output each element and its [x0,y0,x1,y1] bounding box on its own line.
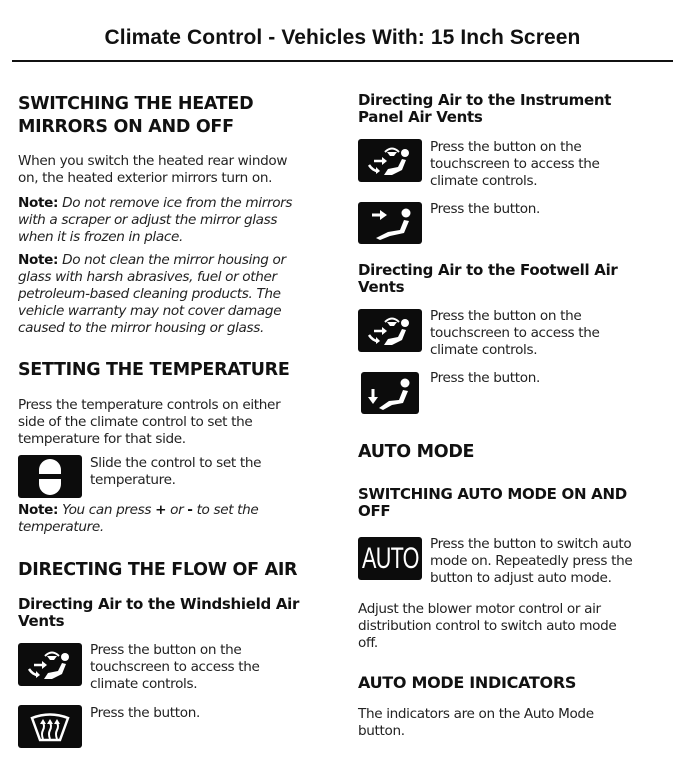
panel-vent-icon [358,202,422,244]
footwell-row1-line1: Press the button on the [430,308,582,324]
temperature-slider-icon [18,455,82,498]
airflow-heading: DIRECTING THE FLOW OF AIR [18,560,298,580]
temperature-heading: SETTING THE TEMPERATURE [18,360,290,380]
slider-text-line2: temperature. [90,472,176,488]
note-ice-line3: when it is frozen in place. [18,229,183,245]
slider-text-line1: Slide the control to set the [90,455,262,471]
page-title: Climate Control - Vehicles With: 15 Inch Screen [104,26,581,49]
windshield-row1-line3: climate controls. [90,676,198,692]
windshield-row2-line1: Press the button. [90,705,200,721]
auto-off-body-line1: Adjust the blower motor control or air [358,601,601,617]
note-cleaning-line3: petroleum-based cleaning products. The [18,286,281,302]
switching-auto-heading-line2: OFF [358,502,391,520]
temperature-note: Note: You can press + or - to set the [18,502,259,518]
temperature-body-line2: side of the climate control to set the [18,414,253,430]
auto-off-body-line3: off. [358,635,378,651]
climate-controls-icon [18,643,82,686]
note-cleaning-line2: glass with harsh abrasives, fuel or other [18,269,277,285]
instrument-row1-line1: Press the button on the [430,139,582,155]
note-ice: Note: Do not remove ice from the mirrors [18,195,293,211]
windshield-heading-line1: Directing Air to the Windshield Air [18,595,300,613]
note-ice-line2: with a scraper or adjust the mirror glass [18,212,278,228]
climate-controls-icon [358,139,422,182]
heated-mirrors-heading-line1: SWITCHING THE HEATED [18,94,254,114]
temperature-note-line2: temperature. [18,519,104,535]
auto-row-line3: button to adjust auto mode. [430,570,612,586]
footwell-row2-line1: Press the button. [430,370,540,386]
note-label: Note: [18,252,59,268]
footwell-row1-line2: touchscreen to access the [430,325,600,341]
footwell-vent-icon [361,372,419,414]
switching-auto-heading-line1: SWITCHING AUTO MODE ON AND [358,485,627,503]
auto-indicators-line2: button. [358,723,405,739]
heated-mirrors-body-line1: When you switch the heated rear window [18,153,288,169]
auto-indicators-line1: The indicators are on the Auto Mode [358,706,594,722]
title-divider [12,60,673,62]
windshield-heading-line2: Vents [18,612,65,630]
auto-row-line1: Press the button to switch auto [430,536,632,552]
auto-off-body-line2: distribution control to switch auto mode [358,618,617,634]
windshield-row1-line2: touchscreen to access the [90,659,260,675]
note-label: Note: [18,195,59,211]
auto-button-icon [358,537,422,580]
windshield-defrost-icon [18,705,82,748]
windshield-row1-line1: Press the button on the [90,642,242,658]
note-cleaning: Note: Do not clean the mirror housing or [18,252,286,268]
auto-row-line2: mode on. Repeatedly press the [430,553,633,569]
note-cleaning-line5: caused to the mirror housing or glass. [18,320,264,336]
auto-label: AUTO [361,541,419,575]
instrument-row2-line1: Press the button. [430,201,540,217]
temperature-body-line1: Press the temperature controls on either [18,397,281,413]
heated-mirrors-heading-line2: MIRRORS ON AND OFF [18,117,234,137]
footwell-heading-line2: Vents [358,278,405,296]
footwell-heading-line1: Directing Air to the Footwell Air [358,261,618,279]
instrument-panel-heading-line1: Directing Air to the Instrument [358,91,612,109]
note-cleaning-line4: vehicle warranty may not cover damage [18,303,282,319]
climate-controls-icon [358,309,422,352]
auto-indicators-heading: AUTO MODE INDICATORS [358,673,577,692]
temperature-body-line3: temperature for that side. [18,431,186,447]
instrument-row1-line2: touchscreen to access the [430,156,600,172]
heated-mirrors-body-line2: on, the heated exterior mirrors turn on. [18,170,273,186]
instrument-row1-line3: climate controls. [430,173,538,189]
auto-mode-heading: AUTO MODE [358,442,475,462]
instrument-panel-heading-line2: Panel Air Vents [358,108,483,126]
footwell-row1-line3: climate controls. [430,342,538,358]
